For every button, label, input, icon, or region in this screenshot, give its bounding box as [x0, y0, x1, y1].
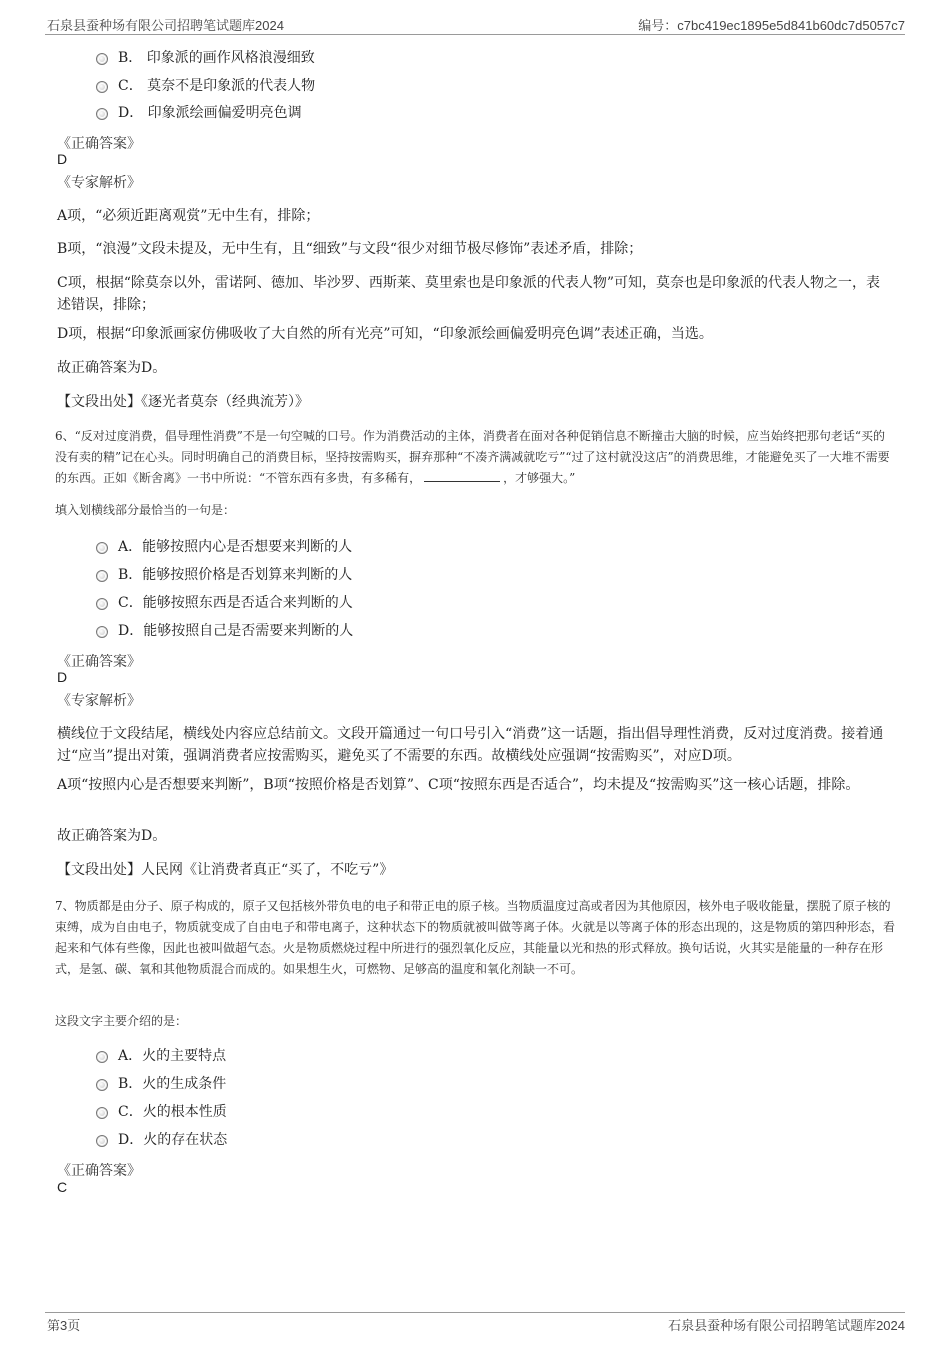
q5-analysis-a: A项，“必须近距离观赏”无中生有，排除； [57, 208, 320, 224]
q7-prompt: 这段文字主要介绍的是： [55, 1014, 188, 1028]
radio-icon[interactable] [96, 542, 108, 554]
radio-icon[interactable] [96, 81, 108, 93]
q6-analysis-1: 横线位于文段结尾，横线处内容应总结前文。文段开篇通过一句口号引入“消费”这一话题，指出倡导理性消费，反对过度消费。接着通过“应当”提出对策，强调消费者应按需购买，避免买了不需要的东西。故横线处应强调“按需购买”，对应D项。 [57, 726, 884, 764]
q6-answer-label: 《正确答案》 [57, 654, 141, 670]
q5-analysis-label: 《专家解析》 [57, 175, 141, 191]
radio-icon[interactable] [96, 108, 108, 120]
header-serial: 编号：c7bc419ec1895e5d841b60dc7d5057c7 [638, 18, 905, 33]
q5-analysis-b: B项，“浪漫”文段未提及，无中生有，且“细致”与文段“很少对细节极尽修饰”表述矛盾，排除； [57, 241, 643, 257]
page-header [45, 12, 905, 35]
radio-icon[interactable] [96, 1135, 108, 1147]
radio-icon[interactable] [96, 1051, 108, 1063]
q6-passage: 6、“反对过度消费，倡导理性消费”不是一句空喊的口号。作为消费活动的主体，消费者在面对各种促销信息不断撞击大脑的时候，应当始终把那句老话“买的没有卖的精”记在心头。同时明确自己的消费目标，坚持按需购买，摒弃那种“不凑齐满减就吃亏”“过了这村就没这店”的消费思维，才能避免买了一大堆不需要的东西。正如《断舍离》一书中所说：“不管东西有多贵，有多稀有， ，才够强大。” [55, 429, 890, 485]
q6-analysis-2: A项“按照内心是否想要来判断”，B项“按照价格是否划算”、C项“按照东西是否适合”，均未提及“按需购买”这一核心话题，排除。 [57, 777, 860, 793]
q6-conclusion: 故正确答案为D。 [57, 828, 167, 844]
footer-title: 石泉县蚕种场有限公司招聘笔试题库2024 [668, 1318, 905, 1333]
q5-analysis-c: C项，根据“除莫奈以外，雷诺阿、德加、毕沙罗、西斯莱、莫里索也是印象派的代表人物”可知，莫奈也是印象派的代表人物之一，表述错误，排除； [57, 275, 881, 313]
q7-answer-label: 《正确答案》 [57, 1163, 141, 1179]
header-title: 石泉县蚕种场有限公司招聘笔试题库2024 [47, 18, 284, 33]
radio-icon[interactable] [96, 53, 108, 65]
q5-answer: D [57, 151, 68, 167]
q7-passage: 7、物质都是由分子、原子构成的，原子又包括核外带负电的电子和带正电的原子核。当物质温度过高或者因为其他原因，核外电子吸收能量，摆脱了原子核的束缚，成为自由电子，物质就变成了自由电子和带电离子，这种状态下的物质就被叫做等离子体。火就是以等离子体的形态出现的，这是物质的第四种形态，看起来和气体有些像，因此也被叫做超气态。火是物质燃烧过程中所进行的强烈氧化反应，其能量以光和热的形式释放。换句话说，火其实是能量的一种存在形式，是氢、碳、氧和其他物质混合而成的。如果想生火，可燃物、足够高的温度和氧化剂缺一不可。 [55, 899, 896, 976]
q5-answer-label: 《正确答案》 [57, 136, 141, 152]
q7-answer: C [57, 1179, 68, 1195]
page-footer [45, 1312, 905, 1339]
q5-analysis-d: D项，根据“印象派画家仿佛吸收了大自然的所有光亮”可知，“印象派绘画偏爱明亮色调”表述正确，当选。 [57, 326, 713, 342]
radio-icon[interactable] [96, 598, 108, 610]
fill-blank [424, 469, 500, 482]
radio-icon[interactable] [96, 1107, 108, 1119]
q6-source: 【文段出处】人民网《让消费者真正“买了，不吃亏”》 [57, 862, 394, 878]
q6-analysis-label: 《专家解析》 [57, 693, 141, 709]
q6-prompt: 填入划横线部分最恰当的一句是： [55, 503, 236, 517]
page-number: 第3页 [47, 1318, 81, 1333]
q6-answer: D [57, 669, 68, 685]
q5-conclusion: 故正确答案为D。 [57, 360, 167, 376]
radio-icon[interactable] [96, 626, 108, 638]
radio-icon[interactable] [96, 570, 108, 582]
radio-icon[interactable] [96, 1079, 108, 1091]
q5-source: 【文段出处】《逐光者莫奈（经典流芳）》 [57, 394, 309, 410]
